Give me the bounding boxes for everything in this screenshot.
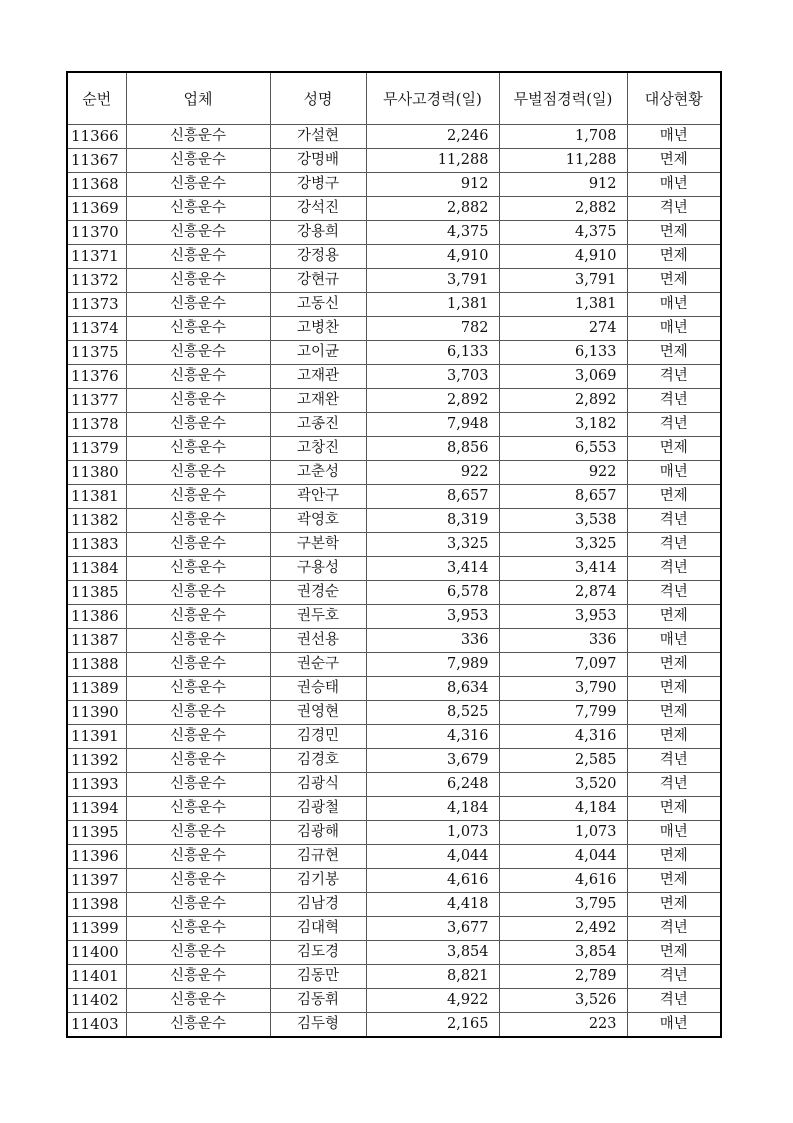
cell-name: 강정용 <box>270 245 366 269</box>
cell-company: 신흥운수 <box>126 293 270 317</box>
table-row <box>67 941 721 965</box>
cell-seq-no: 11367 <box>67 149 126 173</box>
table-row <box>67 221 721 245</box>
table-row <box>67 725 721 749</box>
cell-target-status: 매년 <box>627 821 721 845</box>
cell-company: 신흥운수 <box>126 845 270 869</box>
cell-target-status: 면제 <box>627 341 721 365</box>
cell-accident-free-days: 8,319 <box>366 509 499 533</box>
cell-company: 신흥운수 <box>126 341 270 365</box>
cell-accident-free-days: 336 <box>366 629 499 653</box>
cell-target-status: 면제 <box>627 797 721 821</box>
cell-accident-free-days: 3,953 <box>366 605 499 629</box>
cell-seq-no: 11382 <box>67 509 126 533</box>
cell-accident-free-days: 6,133 <box>366 341 499 365</box>
cell-target-status: 면제 <box>627 149 721 173</box>
cell-company: 신흥운수 <box>126 821 270 845</box>
cell-seq-no: 11369 <box>67 197 126 221</box>
table-row <box>67 965 721 989</box>
cell-penalty-free-days: 3,520 <box>499 773 627 797</box>
cell-target-status: 면제 <box>627 485 721 509</box>
cell-penalty-free-days: 2,492 <box>499 917 627 941</box>
cell-accident-free-days: 782 <box>366 317 499 341</box>
table-row <box>67 293 721 317</box>
cell-name: 김기봉 <box>270 869 366 893</box>
cell-accident-free-days: 4,922 <box>366 989 499 1013</box>
cell-penalty-free-days: 2,874 <box>499 581 627 605</box>
cell-accident-free-days: 4,616 <box>366 869 499 893</box>
cell-target-status: 격년 <box>627 413 721 437</box>
cell-target-status: 매년 <box>627 293 721 317</box>
cell-accident-free-days: 4,044 <box>366 845 499 869</box>
cell-penalty-free-days: 922 <box>499 461 627 485</box>
cell-seq-no: 11400 <box>67 941 126 965</box>
cell-name: 고종진 <box>270 413 366 437</box>
cell-accident-free-days: 7,948 <box>366 413 499 437</box>
table-row <box>67 701 721 725</box>
header-seq-no: 순번 <box>67 72 126 125</box>
cell-accident-free-days: 4,375 <box>366 221 499 245</box>
table-row <box>67 605 721 629</box>
cell-seq-no: 11383 <box>67 533 126 557</box>
table-row <box>67 557 721 581</box>
cell-accident-free-days: 8,821 <box>366 965 499 989</box>
cell-target-status: 격년 <box>627 197 721 221</box>
cell-penalty-free-days: 8,657 <box>499 485 627 509</box>
cell-seq-no: 11380 <box>67 461 126 485</box>
cell-name: 권승태 <box>270 677 366 701</box>
cell-target-status: 면제 <box>627 893 721 917</box>
table-row <box>67 533 721 557</box>
cell-seq-no: 11394 <box>67 797 126 821</box>
table-row <box>67 821 721 845</box>
cell-target-status: 격년 <box>627 557 721 581</box>
cell-target-status: 매년 <box>627 629 721 653</box>
cell-company: 신흥운수 <box>126 677 270 701</box>
table-row <box>67 869 721 893</box>
cell-name: 김남경 <box>270 893 366 917</box>
cell-company: 신흥운수 <box>126 605 270 629</box>
cell-penalty-free-days: 1,073 <box>499 821 627 845</box>
cell-target-status: 매년 <box>627 125 721 149</box>
cell-name: 권영현 <box>270 701 366 725</box>
cell-target-status: 매년 <box>627 1013 721 1038</box>
cell-seq-no: 11387 <box>67 629 126 653</box>
cell-accident-free-days: 4,316 <box>366 725 499 749</box>
cell-name: 고병찬 <box>270 317 366 341</box>
cell-company: 신흥운수 <box>126 797 270 821</box>
cell-target-status: 면제 <box>627 437 721 461</box>
cell-penalty-free-days: 336 <box>499 629 627 653</box>
cell-accident-free-days: 2,165 <box>366 1013 499 1038</box>
cell-name: 고재관 <box>270 365 366 389</box>
cell-company: 신흥운수 <box>126 917 270 941</box>
cell-company: 신흥운수 <box>126 629 270 653</box>
cell-penalty-free-days: 7,799 <box>499 701 627 725</box>
cell-company: 신흥운수 <box>126 701 270 725</box>
cell-accident-free-days: 2,882 <box>366 197 499 221</box>
cell-target-status: 격년 <box>627 389 721 413</box>
cell-name: 고재완 <box>270 389 366 413</box>
cell-target-status: 격년 <box>627 365 721 389</box>
cell-seq-no: 11402 <box>67 989 126 1013</box>
cell-name: 고이균 <box>270 341 366 365</box>
header-name: 성명 <box>270 72 366 125</box>
table-row <box>67 797 721 821</box>
cell-penalty-free-days: 4,316 <box>499 725 627 749</box>
cell-company: 신흥운수 <box>126 941 270 965</box>
cell-company: 신흥운수 <box>126 485 270 509</box>
cell-name: 김광해 <box>270 821 366 845</box>
cell-company: 신흥운수 <box>126 869 270 893</box>
cell-seq-no: 11390 <box>67 701 126 725</box>
cell-penalty-free-days: 3,069 <box>499 365 627 389</box>
cell-accident-free-days: 8,856 <box>366 437 499 461</box>
cell-seq-no: 11377 <box>67 389 126 413</box>
cell-penalty-free-days: 3,526 <box>499 989 627 1013</box>
cell-company: 신흥운수 <box>126 725 270 749</box>
cell-company: 신흥운수 <box>126 557 270 581</box>
cell-target-status: 격년 <box>627 581 721 605</box>
table-row <box>67 581 721 605</box>
cell-accident-free-days: 7,989 <box>366 653 499 677</box>
cell-name: 김광철 <box>270 797 366 821</box>
cell-target-status: 격년 <box>627 917 721 941</box>
cell-name: 가설현 <box>270 125 366 149</box>
cell-company: 신흥운수 <box>126 965 270 989</box>
cell-name: 강용희 <box>270 221 366 245</box>
cell-target-status: 면제 <box>627 221 721 245</box>
cell-seq-no: 11401 <box>67 965 126 989</box>
cell-accident-free-days: 6,248 <box>366 773 499 797</box>
table-row <box>67 653 721 677</box>
cell-penalty-free-days: 4,910 <box>499 245 627 269</box>
cell-name: 고동신 <box>270 293 366 317</box>
cell-penalty-free-days: 7,097 <box>499 653 627 677</box>
cell-target-status: 면제 <box>627 605 721 629</box>
cell-company: 신흥운수 <box>126 653 270 677</box>
cell-name: 권선용 <box>270 629 366 653</box>
table-row <box>67 389 721 413</box>
cell-penalty-free-days: 3,538 <box>499 509 627 533</box>
cell-company: 신흥운수 <box>126 317 270 341</box>
cell-target-status: 격년 <box>627 773 721 797</box>
cell-seq-no: 11374 <box>67 317 126 341</box>
cell-company: 신흥운수 <box>126 269 270 293</box>
header-accident-free-days: 무사고경력(일) <box>366 72 499 125</box>
cell-name: 고창진 <box>270 437 366 461</box>
cell-name: 강현규 <box>270 269 366 293</box>
cell-accident-free-days: 3,325 <box>366 533 499 557</box>
cell-target-status: 격년 <box>627 965 721 989</box>
cell-seq-no: 11384 <box>67 557 126 581</box>
table-row <box>67 629 721 653</box>
header-penalty-free-days: 무벌점경력(일) <box>499 72 627 125</box>
cell-seq-no: 11396 <box>67 845 126 869</box>
cell-accident-free-days: 1,073 <box>366 821 499 845</box>
cell-penalty-free-days: 223 <box>499 1013 627 1038</box>
cell-name: 곽안구 <box>270 485 366 509</box>
cell-seq-no: 11385 <box>67 581 126 605</box>
cell-accident-free-days: 8,634 <box>366 677 499 701</box>
cell-seq-no: 11389 <box>67 677 126 701</box>
cell-target-status: 면제 <box>627 653 721 677</box>
table-row <box>67 437 721 461</box>
cell-accident-free-days: 4,184 <box>366 797 499 821</box>
cell-penalty-free-days: 2,789 <box>499 965 627 989</box>
cell-name: 김동만 <box>270 965 366 989</box>
cell-penalty-free-days: 1,381 <box>499 293 627 317</box>
cell-company: 신흥운수 <box>126 581 270 605</box>
cell-company: 신흥운수 <box>126 749 270 773</box>
cell-penalty-free-days: 11,288 <box>499 149 627 173</box>
cell-seq-no: 11373 <box>67 293 126 317</box>
table-row <box>67 749 721 773</box>
cell-accident-free-days: 11,288 <box>366 149 499 173</box>
cell-name: 강병구 <box>270 173 366 197</box>
cell-penalty-free-days: 2,882 <box>499 197 627 221</box>
document-sheet <box>66 71 722 1038</box>
cell-accident-free-days: 3,703 <box>366 365 499 389</box>
cell-penalty-free-days: 3,182 <box>499 413 627 437</box>
cell-target-status: 매년 <box>627 317 721 341</box>
table-row <box>67 413 721 437</box>
cell-name: 김동휘 <box>270 989 366 1013</box>
cell-company: 신흥운수 <box>126 533 270 557</box>
cell-accident-free-days: 4,418 <box>366 893 499 917</box>
cell-name: 김광식 <box>270 773 366 797</box>
cell-name: 김규현 <box>270 845 366 869</box>
cell-name: 권두호 <box>270 605 366 629</box>
cell-target-status: 면제 <box>627 245 721 269</box>
header-company: 업체 <box>126 72 270 125</box>
cell-name: 고춘성 <box>270 461 366 485</box>
table-row <box>67 365 721 389</box>
cell-name: 김대혁 <box>270 917 366 941</box>
cell-penalty-free-days: 1,708 <box>499 125 627 149</box>
cell-penalty-free-days: 6,133 <box>499 341 627 365</box>
cell-name: 곽영호 <box>270 509 366 533</box>
cell-target-status: 면제 <box>627 941 721 965</box>
cell-penalty-free-days: 3,414 <box>499 557 627 581</box>
table-row <box>67 461 721 485</box>
table-row <box>67 149 721 173</box>
cell-company: 신흥운수 <box>126 389 270 413</box>
cell-accident-free-days: 8,525 <box>366 701 499 725</box>
table-row <box>67 197 721 221</box>
cell-name: 김두형 <box>270 1013 366 1038</box>
header-row <box>67 72 721 125</box>
cell-accident-free-days: 3,414 <box>366 557 499 581</box>
cell-seq-no: 11371 <box>67 245 126 269</box>
cell-name: 강명배 <box>270 149 366 173</box>
cell-seq-no: 11376 <box>67 365 126 389</box>
table-row <box>67 677 721 701</box>
table-row <box>67 485 721 509</box>
cell-seq-no: 11403 <box>67 1013 126 1038</box>
cell-name: 권경순 <box>270 581 366 605</box>
cell-target-status: 면제 <box>627 677 721 701</box>
cell-name: 권순구 <box>270 653 366 677</box>
cell-target-status: 격년 <box>627 989 721 1013</box>
cell-penalty-free-days: 3,790 <box>499 677 627 701</box>
cell-company: 신흥운수 <box>126 461 270 485</box>
table-row <box>67 509 721 533</box>
cell-accident-free-days: 3,854 <box>366 941 499 965</box>
cell-company: 신흥운수 <box>126 173 270 197</box>
cell-accident-free-days: 922 <box>366 461 499 485</box>
cell-company: 신흥운수 <box>126 365 270 389</box>
cell-accident-free-days: 3,677 <box>366 917 499 941</box>
cell-company: 신흥운수 <box>126 773 270 797</box>
cell-company: 신흥운수 <box>126 893 270 917</box>
cell-target-status: 격년 <box>627 509 721 533</box>
cell-company: 신흥운수 <box>126 245 270 269</box>
cell-penalty-free-days: 2,585 <box>499 749 627 773</box>
table-row <box>67 269 721 293</box>
table-row <box>67 245 721 269</box>
cell-seq-no: 11395 <box>67 821 126 845</box>
cell-penalty-free-days: 4,616 <box>499 869 627 893</box>
cell-name: 구용성 <box>270 557 366 581</box>
cell-seq-no: 11378 <box>67 413 126 437</box>
cell-seq-no: 11398 <box>67 893 126 917</box>
cell-seq-no: 11370 <box>67 221 126 245</box>
table-row <box>67 341 721 365</box>
cell-name: 강석진 <box>270 197 366 221</box>
cell-company: 신흥운수 <box>126 509 270 533</box>
cell-penalty-free-days: 274 <box>499 317 627 341</box>
cell-seq-no: 11386 <box>67 605 126 629</box>
cell-penalty-free-days: 4,375 <box>499 221 627 245</box>
table-row <box>67 173 721 197</box>
table-row <box>67 917 721 941</box>
cell-name: 김경민 <box>270 725 366 749</box>
cell-penalty-free-days: 3,791 <box>499 269 627 293</box>
cell-target-status: 매년 <box>627 173 721 197</box>
cell-name: 김경호 <box>270 749 366 773</box>
table-row <box>67 893 721 917</box>
cell-name: 구본학 <box>270 533 366 557</box>
cell-penalty-free-days: 3,795 <box>499 893 627 917</box>
cell-penalty-free-days: 3,325 <box>499 533 627 557</box>
cell-target-status: 매년 <box>627 461 721 485</box>
cell-accident-free-days: 912 <box>366 173 499 197</box>
cell-seq-no: 11375 <box>67 341 126 365</box>
driver-record-table <box>66 71 722 1038</box>
cell-target-status: 면제 <box>627 845 721 869</box>
cell-company: 신흥운수 <box>126 413 270 437</box>
cell-target-status: 면제 <box>627 725 721 749</box>
cell-accident-free-days: 1,381 <box>366 293 499 317</box>
cell-name: 김도경 <box>270 941 366 965</box>
cell-seq-no: 11379 <box>67 437 126 461</box>
cell-penalty-free-days: 4,184 <box>499 797 627 821</box>
cell-penalty-free-days: 4,044 <box>499 845 627 869</box>
cell-seq-no: 11368 <box>67 173 126 197</box>
cell-company: 신흥운수 <box>126 125 270 149</box>
cell-target-status: 면제 <box>627 869 721 893</box>
cell-seq-no: 11372 <box>67 269 126 293</box>
cell-accident-free-days: 2,246 <box>366 125 499 149</box>
cell-accident-free-days: 6,578 <box>366 581 499 605</box>
cell-company: 신흥운수 <box>126 197 270 221</box>
cell-seq-no: 11388 <box>67 653 126 677</box>
cell-seq-no: 11366 <box>67 125 126 149</box>
cell-accident-free-days: 3,679 <box>366 749 499 773</box>
cell-company: 신흥운수 <box>126 437 270 461</box>
cell-seq-no: 11381 <box>67 485 126 509</box>
table-row <box>67 1013 721 1038</box>
cell-seq-no: 11391 <box>67 725 126 749</box>
cell-penalty-free-days: 912 <box>499 173 627 197</box>
cell-accident-free-days: 8,657 <box>366 485 499 509</box>
cell-target-status: 면제 <box>627 701 721 725</box>
table-row <box>67 125 721 149</box>
table-row <box>67 773 721 797</box>
cell-accident-free-days: 2,892 <box>366 389 499 413</box>
cell-penalty-free-days: 3,953 <box>499 605 627 629</box>
table-row <box>67 317 721 341</box>
cell-target-status: 격년 <box>627 533 721 557</box>
table-row <box>67 845 721 869</box>
table-row <box>67 989 721 1013</box>
cell-target-status: 격년 <box>627 749 721 773</box>
cell-accident-free-days: 4,910 <box>366 245 499 269</box>
cell-penalty-free-days: 3,854 <box>499 941 627 965</box>
cell-seq-no: 11399 <box>67 917 126 941</box>
cell-penalty-free-days: 6,553 <box>499 437 627 461</box>
cell-seq-no: 11397 <box>67 869 126 893</box>
cell-accident-free-days: 3,791 <box>366 269 499 293</box>
cell-company: 신흥운수 <box>126 1013 270 1038</box>
cell-penalty-free-days: 2,892 <box>499 389 627 413</box>
cell-seq-no: 11392 <box>67 749 126 773</box>
cell-seq-no: 11393 <box>67 773 126 797</box>
cell-target-status: 면제 <box>627 269 721 293</box>
cell-company: 신흥운수 <box>126 989 270 1013</box>
header-target-status: 대상현황 <box>627 72 721 125</box>
cell-company: 신흥운수 <box>126 221 270 245</box>
cell-company: 신흥운수 <box>126 149 270 173</box>
